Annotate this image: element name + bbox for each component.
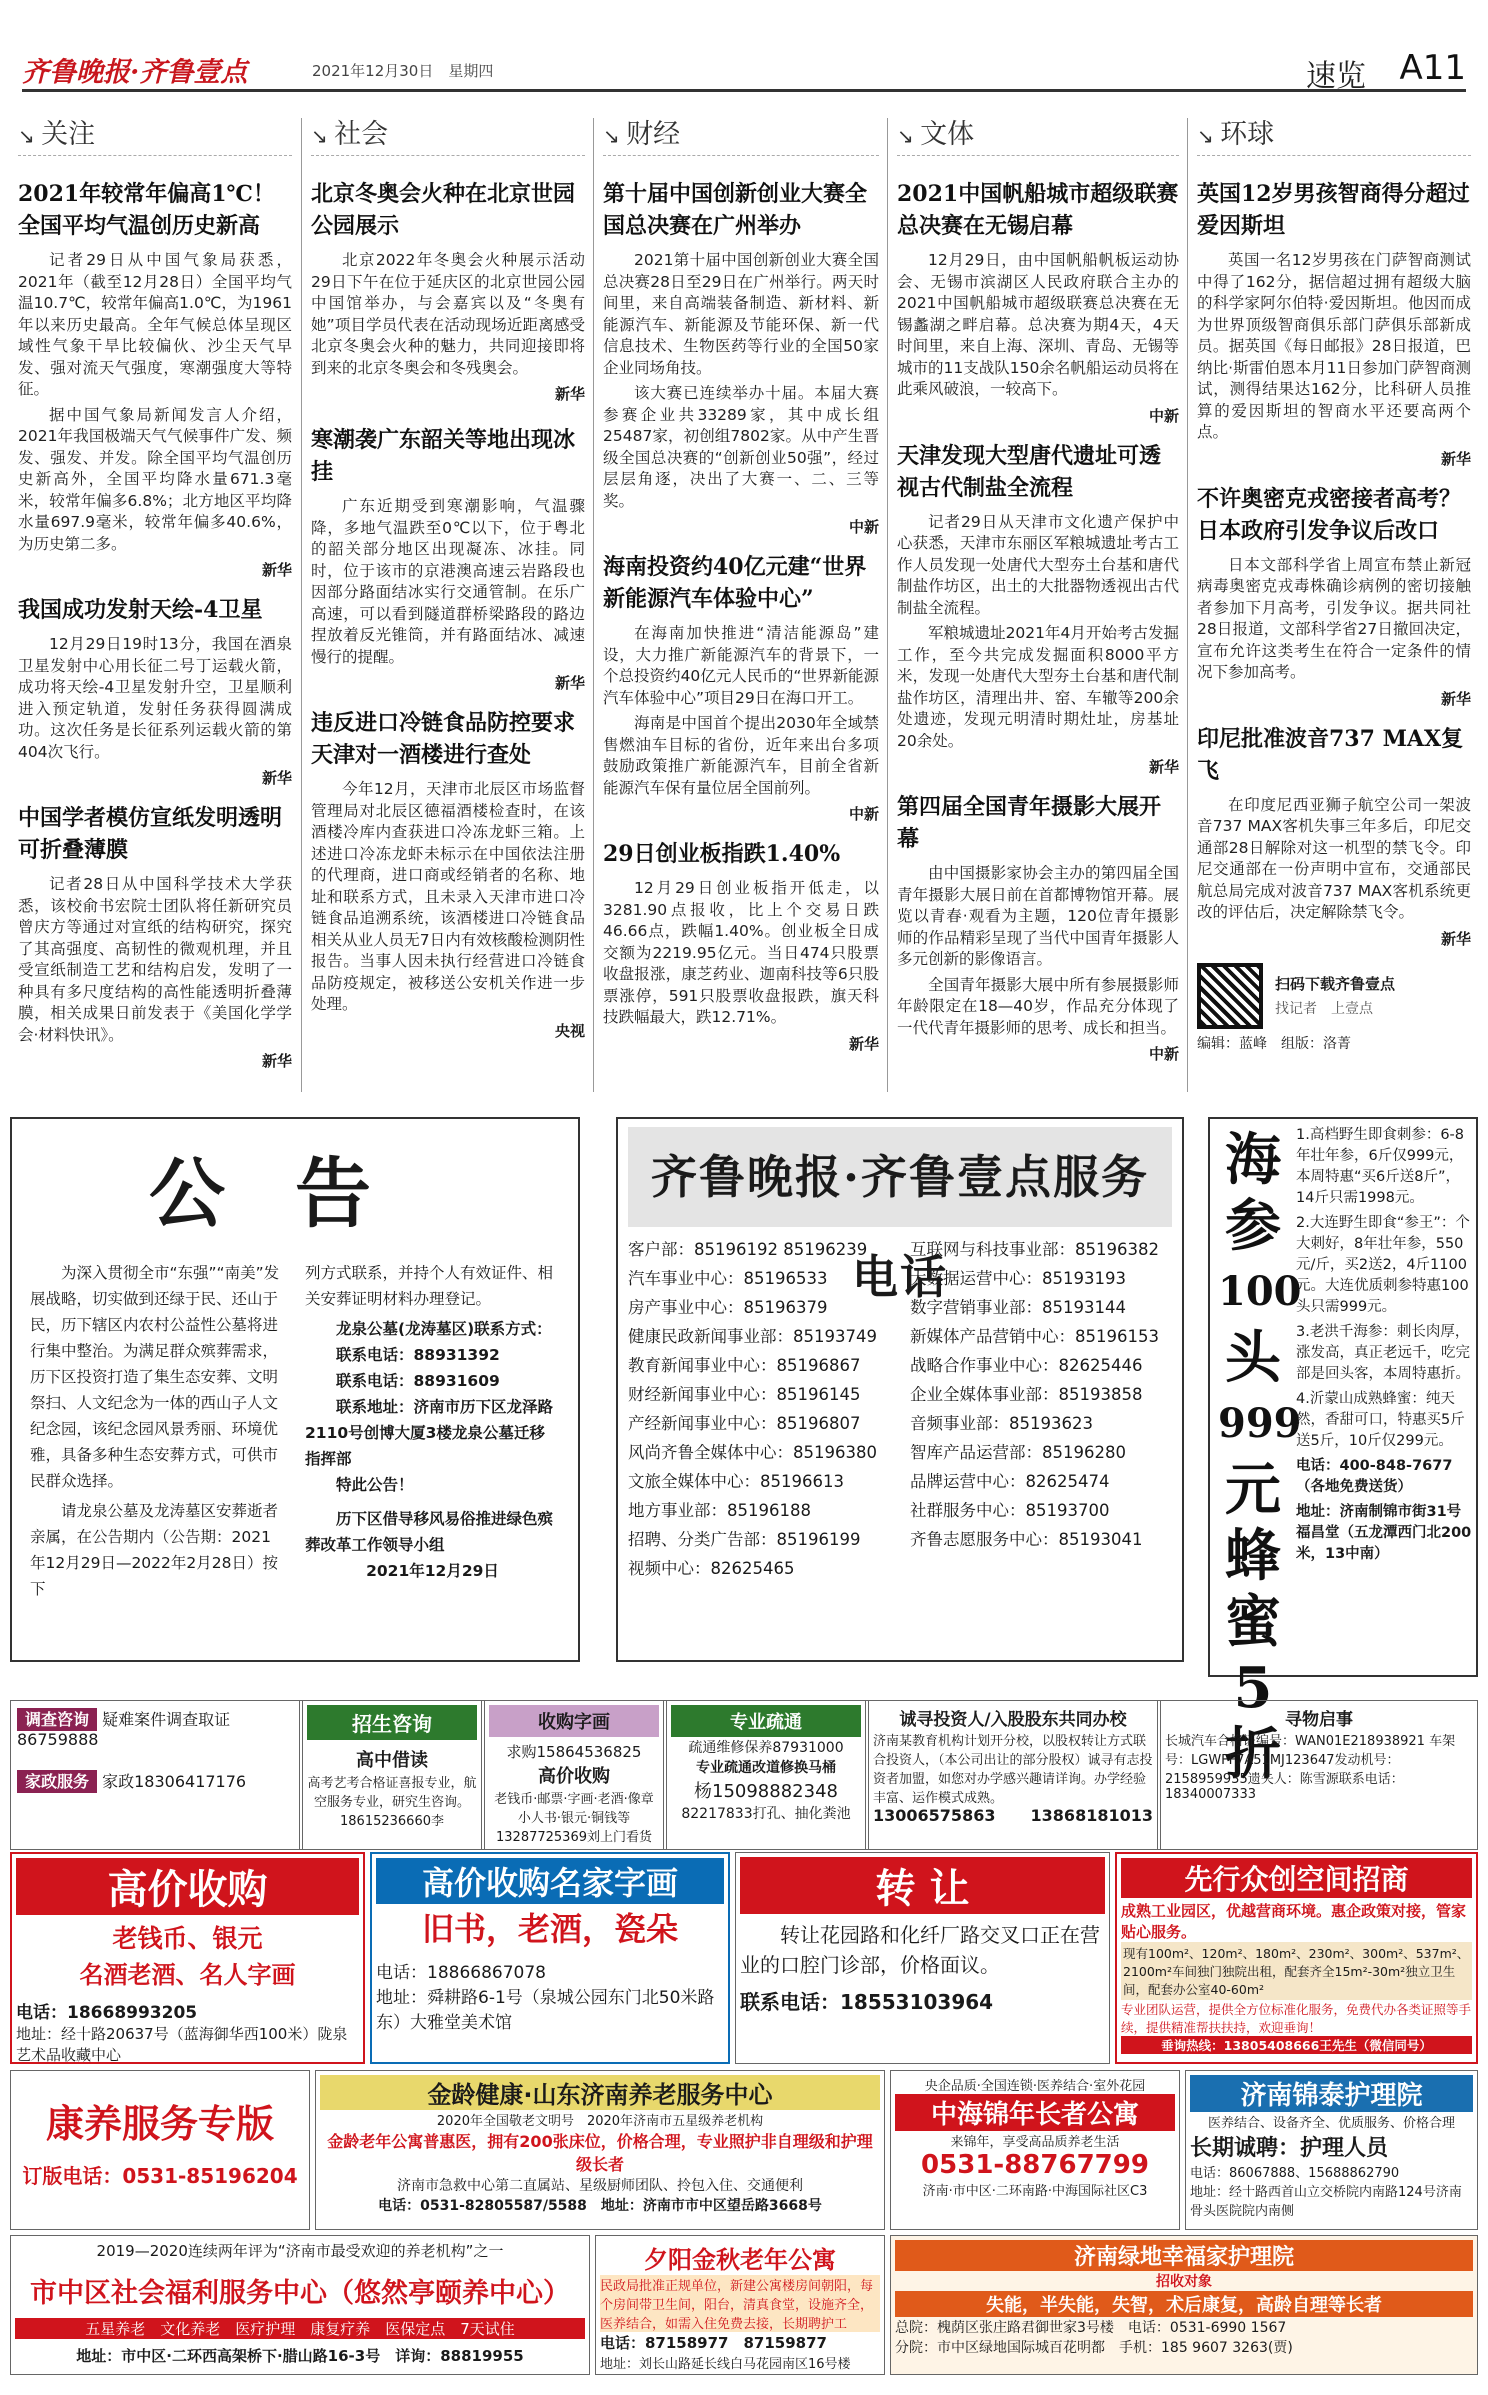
paragraph: 英国一名12岁男孩在门萨智商测试中得了162分，据信超过拥有超级大脑的科学家阿尔伯特·爱因斯坦。他因而成为世界顶级智商俱乐部门萨俱乐部新成员。据英国《每日邮报》28日报道，巴纳比·斯雷伯恩本月11日参加门萨智商测试，测得结果达162分，比科研人员推算的爱因斯坦的智商水平还要高两个点。	[1197, 251, 1471, 441]
section-name: 速览	[1306, 59, 1366, 94]
service-phone-item: 品牌运营中心：82625474	[910, 1472, 1110, 1491]
ad-subtitle: 老钱币、银元	[112, 1924, 263, 1953]
service-phone-item: 地方事业部：85196188	[628, 1501, 811, 1520]
ad-tag: 收购字画	[489, 1705, 659, 1737]
source: 新华	[261, 561, 292, 579]
paragraph: 海南是中国首个提出2030年全域禁售燃油车目标的省份，近年来出台多项鼓励政策推广新能源汽车，目前全省新能源汽车保有量位居全国前列。	[603, 714, 879, 797]
ad-text: 民政局批准正规单位，新建公寓楼房间朝阳，每个房间带卫生间，阳台，清真食堂，设施齐全，医养结合，如需入住免费去接，长期聘护工	[600, 2275, 880, 2332]
ad-address: 地址：经十路西首山立交桥院内南路124号济南骨头医院院内南侧	[1190, 2185, 1462, 2219]
service-phone-item: 招聘、分类广告部：85196199	[628, 1530, 861, 1549]
source: 新华	[1148, 758, 1179, 776]
ad-title: 高价收购	[16, 1858, 359, 1915]
source: 中新	[1148, 1045, 1179, 1063]
ad-lost-found	[1160, 1700, 1478, 1850]
service-title: 齐鲁晚报·齐鲁壹点服务电话	[628, 1127, 1172, 1227]
ad-text: 疏通维修保养87931000	[688, 1740, 844, 1756]
ad-phone: 电话：86067888、15688862790	[1190, 2166, 1400, 2181]
ad-text: 求购15864536825	[506, 1743, 642, 1761]
ad-headline-char: 蜜	[1225, 1589, 1281, 1655]
service-phone-item: 大数据运营中心：85193193	[910, 1269, 1126, 1288]
ad-item: 4.沂蒙山成熟蜂蜜：纯天然，香甜可口，特惠买5斤送5斤，10斤仅299元。	[1296, 1391, 1465, 1449]
paragraph: 在海南加快推进“清洁能源岛”建设，大力推广新能源汽车的背景下，一个总投资约40亿元人民币的“世界新能源汽车体验中心”项目29日在海口开工。	[603, 624, 879, 707]
ad-headline-char: 100	[1218, 1268, 1302, 1315]
service-phone-item: 风尚齐鲁全媒体中心：85196380	[628, 1443, 877, 1462]
ad-headline-char: 头	[1225, 1325, 1281, 1391]
headline[interactable]: 29日创业板指跌1.40%	[603, 841, 841, 867]
ad-address: 地址：刘长山路延长线白马花园南区16号楼	[600, 2357, 851, 2372]
ad-text: 老钱币·邮票·字画·老酒·像章小人书·银元·铜钱等13287725369刘上门看货	[494, 1792, 654, 1845]
ad-text: 济南某教育机构计划开分校，以股权转让方式联合投资人，（本公司出让的部分股权）诚寻有志投资者加盟，如您对办学感兴趣请详询。办学经验丰富、运作模式成熟。	[873, 1734, 1153, 1806]
notice-paragraph: 为深入贯彻全市“东强”“南美”发展战略，切实做到还绿于民、还山于民，历下辖区内农村公益性公墓将进行集中整治。为满足群众殡葬需求，历下区投资打造了集生态安葬、文明祭扫、人文纪念为一体的西山子人文纪念园，该纪念园风景秀丽、环境优雅，具备多种生态安葬方式，可供市民群众选择。	[30, 1264, 280, 1490]
ad-title: 济南绿地幸福家护理院	[895, 2240, 1473, 2271]
paragraph: 12月29日创业板指开低走，以3281.90点报收，比上个交易日跌46.66点，跌幅1.40%。创业板全日成交额为2219.95亿元。当日474只股票收盘报涨，康芝药业、迦南科技等6只股票涨停，591只股票收盘报跌，旗天科技跌幅最大，跌12.71%。	[603, 879, 879, 1026]
ad-text: 疑难案件调查取证86759888	[17, 1710, 231, 1749]
source: 新华	[848, 1034, 879, 1053]
ad-item: 2.大连野生即食“参王”：个大刺好，8年壮年参，550元/斤，买2送2，4斤1100元。大连优质刺参特惠100头只需999元。	[1296, 1215, 1470, 1315]
ad-title: 转 让	[740, 1857, 1105, 1914]
section-header: ↘ 环球	[1197, 116, 1471, 156]
ad-text: 82217833打孔、抽化粪池	[681, 1806, 851, 1822]
headline[interactable]: 违反进口冷链食品防控要求天津对一酒楼进行查处	[311, 710, 576, 768]
ad-calligraphy	[484, 1700, 664, 1850]
qr-label: 扫码下载齐鲁壹点	[1275, 975, 1396, 993]
ad-senior-apartment	[890, 2070, 1180, 2230]
ad-paintings	[370, 1852, 730, 2064]
ad-plumbing	[666, 1700, 866, 1850]
qr-sublabel: 找记者 上壹点	[1275, 1001, 1373, 1017]
service-phone-item: 齐鲁志愿服务中心：85193041	[910, 1530, 1143, 1549]
ad-item: 3.老洪千海参：刺长肉厚，涨发高，真正老远千，吃完部是回头客，本周特惠折。	[1296, 1324, 1470, 1382]
service-phone-item: 健康民政新闻事业部：85193749	[628, 1327, 877, 1346]
page-number: A11	[1399, 48, 1466, 88]
ad-phone: 订版电话：0531-85196204	[22, 2164, 298, 2188]
headline[interactable]: 印尼批准波音737 MAX复飞	[1197, 725, 1464, 784]
column-divider	[593, 118, 594, 1092]
ad-investigation	[10, 1700, 300, 1850]
service-phone-item: 智库产品运营部：85196280	[910, 1443, 1126, 1462]
newspaper-logo: 齐鲁晚报·齐鲁壹点	[22, 57, 248, 88]
column-divider	[301, 118, 302, 1092]
ad-text: 2019—2020连续两年评为“济南市最受欢迎的养老机构”之一	[96, 2242, 504, 2260]
issue-date: 2021年12月30日 星期四	[312, 62, 494, 80]
ad-enrollment	[302, 1700, 482, 1850]
headline[interactable]: 2021年较常年偏高1℃！全国平均气温创历史新高	[18, 181, 275, 239]
ad-phone: 13868181013	[1030, 1806, 1153, 1825]
ad-investor	[868, 1700, 1158, 1850]
ad-text: 专业团队运营，提供全方位标准化服务，免费代办各类证照等手续，提供精准帮扶扶持，欢迎垂询！	[1121, 2002, 1472, 2035]
ad-text: 转让花园路和化纤厂路交叉口正在营业的口腔门诊部，价格面议。	[740, 1923, 1100, 1977]
paragraph: 记者29日从中国气象局获悉，2021年（截至12月28日）全国平均气温10.7℃，较常年偏高1.0℃，为1961年以来历史最高。全年气候总体呈现区域性气象干旱比较偏伙、沙尘天气早发、强对流天气强度，寒潮强度大等特征。	[18, 251, 292, 398]
section-header: ↘ 社会	[311, 116, 585, 156]
ad-title: 夕阳金秋老年公寓	[644, 2246, 836, 2274]
qr-block	[1197, 963, 1471, 1029]
ad-title: 金龄健康·山东济南养老服务中心	[320, 2075, 880, 2110]
ad-item: 1.高档野生即食刺参：6-8年壮年参，6斤仅999元，本周特惠“买6斤送8斤”，14斤只需1998元。	[1296, 1127, 1465, 1206]
service-phone-item: 视频中心：82625465	[628, 1559, 795, 1578]
ad-text: 失能，半失能，失智，术后康复，高龄自理等长者	[895, 2291, 1473, 2317]
headline[interactable]: 第四届全国青年摄影大展开幕	[897, 794, 1162, 852]
service-phone-item: 社群服务中心：85193700	[910, 1501, 1110, 1520]
paragraph: 日本文部科学省上周宣布禁止新冠病毒奥密克戎毒株确诊病例的密切接触者参加下月高考，引发争议。据共同社28日报道，文部科学省27日撤回决定，宣布允许这类考生在符合一定条件的情况下参加高考。	[1197, 555, 1471, 681]
notice-closing: 特此公告！	[336, 1476, 414, 1494]
headline[interactable]: 中国学者模仿宣纸发明透明可折叠薄膜	[18, 805, 283, 863]
source: 新华	[1440, 689, 1471, 708]
ad-headline-char: 折	[1225, 1721, 1281, 1787]
service-phone-item: 教育新闻事业中心：85196867	[628, 1356, 861, 1375]
ad-health-section	[10, 2070, 310, 2230]
source: 新华	[1440, 449, 1471, 468]
service-phone-item: 房产事业中心：85196379	[628, 1298, 828, 1317]
ad-address: 分院：市中区绿地国际城百花明都 手机：185 9607 3263(贾)	[895, 2340, 1293, 2356]
ad-subtitle: 长期诚聘：护理人员	[1190, 2136, 1389, 2161]
source: 新华	[554, 385, 585, 403]
ad-text: 五星养老 文化养老 医疗护理 康复疗养 医保定点 7天试住	[15, 2318, 585, 2339]
ad-text: 家政18306417176	[102, 1772, 247, 1791]
paragraph: 北京2022年冬奥会火种展示活动29日下午在位于延庆区的北京世园公园中国馆举办，与会嘉宾以及“冬奥有她”项目学员代表在活动现场近距离感受北京冬奥会火种的魅力，共同迎接即将到来的北京冬奥会和冬残奥会。	[311, 251, 585, 377]
ad-transfer	[735, 1852, 1110, 2064]
ad-tag: 调查咨询	[17, 1708, 97, 1731]
notice-phone: 联系电话：88931392	[336, 1346, 500, 1364]
source: 中新	[1148, 406, 1179, 425]
source: 央视	[554, 1021, 585, 1040]
column-guanzhu	[10, 116, 300, 1096]
ad-title: 高价收购名家字画	[376, 1858, 724, 1904]
ad-nursing-home	[1185, 2070, 1478, 2230]
ad-phone: 电话：18668993205	[16, 2003, 198, 2023]
headline[interactable]: 海南投资约40亿元建“世界新能源汽车体验中心”	[603, 554, 867, 612]
ad-greenland-nursing	[890, 2235, 1478, 2375]
notice-address: 联系地址：济南市历下区龙泽路2110号创博大厦3楼龙泉公墓迁移指挥部	[305, 1398, 554, 1468]
headline[interactable]: 我国成功发射天绘-4卫星	[18, 597, 263, 623]
source: 新华	[554, 674, 585, 692]
ad-title: 先行众创空间招商	[1121, 1858, 1472, 1898]
paragraph: 在印度尼西亚狮子航空公司一架波音737 MAX客机失事三年多后，印尼交通部28日解除对这一机型的禁飞令。印尼交通部在一份声明中宣布，交通部民航总局完成对波音737 MAX客机系统更改的评估后，决定解除禁飞令。	[1197, 795, 1471, 921]
notice-phone: 联系电话：88931609	[336, 1372, 500, 1390]
ad-headline-char: 元	[1225, 1457, 1281, 1523]
ad-phone: 0531-88767799	[921, 2150, 1149, 2180]
headline[interactable]: 寒潮袭广东韶关等地出现冰挂	[311, 427, 576, 485]
ad-title: 高中借读	[356, 1750, 428, 1771]
notice-paragraph: 列方式联系，并持个人有效证件、相关安葬证明材料办理登记。	[305, 1264, 554, 1308]
paragraph: 12月29日19时13分，我国在酒泉卫星发射中心用长征二号丁运载火箭，成功将天绘-4卫星发射升空，卫星顺利进入预定轨道，发射任务获得圆满成功。这次任务是长征系列运载火箭的第404次飞行。	[18, 635, 292, 761]
ad-phone: 13006575863	[873, 1806, 996, 1825]
source: 中新	[848, 518, 879, 536]
headline[interactable]: 第十届中国创新创业大赛全国总决赛在广州举办	[603, 181, 868, 239]
service-phone-item: 文旅全媒体中心：85196613	[628, 1472, 844, 1491]
notice-title: 公告	[149, 1149, 441, 1238]
paragraph: 今年12月，天津市北辰区市场监督管理局对北辰区德福酒楼检查时，在该酒楼冷库内查获进口冷冻龙虾三箱。上述进口冷冻龙虾未标示在中国依法注册的代理商，进口商或经销者的名称、地址和联系方式，且未录入天津市进口冷链食品追溯系统，该酒楼进口冷链食品相关从业人员无7日内有效核酸检测阴性报告。当事人因未执行经营进口冷链食品防疫规定，被移送公安机关作进一步处理。	[311, 780, 585, 1013]
headline[interactable]: 英国12岁男孩智商得分超过爱因斯坦	[1197, 181, 1470, 239]
column-divider	[887, 118, 888, 1092]
section-header: ↘ 文体	[897, 116, 1179, 156]
ad-elderly-center	[315, 2070, 885, 2230]
ad-tag: 专业疏通	[671, 1705, 861, 1737]
service-phone-item: 音频事业部：85193623	[910, 1414, 1093, 1433]
ad-text: 高考艺考合格证喜报专业，航空服务专业，研究生咨询。18615236660李	[307, 1776, 477, 1829]
ad-title: 诚寻投资人/入股股东共同办校	[899, 1710, 1127, 1730]
column-huanqiu	[1189, 116, 1479, 1096]
service-phone-item: 客户部：85196192 85196239	[628, 1240, 868, 1259]
ad-phone: 电话：18866867078	[376, 1963, 546, 1983]
ad-tag: 招生咨询	[307, 1705, 477, 1740]
ad-headline-char: 参	[1225, 1193, 1281, 1259]
ad-text: 央企品质·全国连锁·医养结合·室外花园	[924, 2079, 1146, 2094]
column-wenti	[889, 116, 1187, 1096]
service-phone-item: 财经新闻事业中心：85196145	[628, 1385, 861, 1404]
ad-text: 医养结合、设备齐全、优质服务、价格合理	[1207, 2116, 1455, 2131]
ad-address: 地址：市中区·二环西高架桥下·腊山路16-3号 详询：88819955	[76, 2347, 524, 2365]
source: 新华	[261, 1052, 292, 1070]
ad-phone: 垂询热线：13805408666王先生（微信同号）	[1121, 2036, 1472, 2054]
paragraph: 记者28日从中国科学技术大学获悉，该校俞书宏院士团队将任新研究员曾庆方等通过对宣纸的结构研究，探究了其高强度、高韧性的微观机理，并且受宣纸制造工艺和结构启发，发明了一种具有多尺度结构的高性能透明折叠薄膜，相关成果日前发表于《美国化学学会·材料快讯》。	[18, 875, 292, 1044]
ad-phone: 电话：87158977 87159877	[600, 2334, 827, 2352]
ad-text: 2020年全国敬老文明号 2020年济南市五星级养老机构	[436, 2114, 764, 2129]
service-phone-item: 互联网与科技事业部：85196382	[910, 1240, 1159, 1259]
source: 中新	[848, 805, 879, 823]
ad-headline-char: 5	[1233, 1655, 1273, 1721]
paragraph: 全国青年摄影大展中所有参展摄影师年龄限定在18—40岁，作品充分体现了一代代青年摄影师的思考、成长和担当。	[897, 975, 1179, 1037]
ad-address: 济南·市中区·二环南路·中海国际社区C3	[922, 2184, 1148, 2199]
paragraph: 记者29日从天津市文化遗产保护中心获悉，天津市东丽区军粮城遗址考古工作人员发现一处唐代大型夯土台基和唐代制盐作坊区，出土的大批器物透视出古代制盐全流程。	[897, 512, 1179, 617]
column-divider	[1187, 118, 1188, 1092]
public-notice	[10, 1117, 580, 1662]
paragraph: 由中国摄影家协会主办的第四届全国青年摄影大展日前在首都博物馆开幕。展览以青春·观看为主题，120位青年摄影师的作品精彩呈现了当代中国青年摄影人多元创新的影像语言。	[897, 864, 1179, 968]
service-phone-item: 战略合作事业中心：82625446	[910, 1356, 1143, 1375]
notice-contact-title: 龙泉公墓(龙涛墓区)联系方式：	[336, 1320, 552, 1338]
ad-title: 寻物启事	[1285, 1710, 1353, 1730]
ad-title: 中海锦年长者公寓	[895, 2094, 1175, 2131]
ad-tag: 家政服务	[17, 1770, 97, 1793]
ad-phone: 联系电话：18553103964	[740, 1990, 994, 2014]
ad-welfare-center	[10, 2235, 590, 2375]
ad-subtitle: 名酒老酒、名人字画	[79, 1961, 296, 1989]
ad-title: 高价收购	[538, 1766, 610, 1787]
ad-item: 地址：济南制锦市街31号福昌堂（五龙潭西门北200米，13中南）	[1296, 1504, 1472, 1562]
ad-title: 济南锦泰护理院	[1190, 2075, 1473, 2112]
masthead	[22, 48, 1466, 92]
service-phone-item: 新媒体产品营销中心：85196153	[910, 1327, 1159, 1346]
qr-code[interactable]	[1197, 963, 1263, 1029]
paragraph: 该大赛已连续举办十届。本届大赛参赛企业共33289家，其中成长组25487家，初创组7802家。从中产生晋级全国总决赛的“创新创业50强”，经过层层角逐，决出了大赛一、二、三等奖。	[603, 384, 879, 510]
service-phones	[616, 1117, 1184, 1662]
column-shehui	[303, 116, 593, 1096]
paragraph: 广东近期受到寒潮影响，气温骤降，多地气温跌至0℃以下，位于粤北的韶关部分地区出现凝冻、冰挂。同时，位于该市的京港澳高速云岩路段也因部分路面结冰实行交通管制。在乐广高速，可以看到隧道群桥梁路段的路边捏放着反光锥筒，并有路面结冰、减速慢行的提醒。	[311, 497, 585, 666]
ad-subtitle: 成熟工业园区，优越营商环境。惠企政策对接，管家贴心服务。	[1121, 1902, 1467, 1941]
ad-item: 电话：400-848-7677（各地免费送货）	[1296, 1458, 1453, 1495]
notice-signature: 历下区借导移风易俗推进绿色殡葬改革工作领导小组	[305, 1510, 554, 1554]
service-phone-item: 汽车事业中心：85196533	[628, 1269, 828, 1288]
headline[interactable]: 北京冬奥会火种在北京世园公园展示	[311, 181, 576, 239]
section-header: ↘ 财经	[603, 116, 879, 156]
ad-headline-char: 999	[1218, 1400, 1302, 1447]
source: 新华	[261, 769, 292, 787]
source: 新华	[1440, 929, 1471, 948]
ad-coins	[10, 1852, 365, 2064]
service-phone-item	[910, 1556, 1172, 1582]
ad-text: 现有100m²、120m²、180m²、230m²、300m²、537m²、2100m²车间独门独院出租，配套齐全15m²-30m²独立卫生间，配套办公室40-60m²	[1121, 1942, 1472, 2000]
paragraph: 军粮城遗址2021年4月开始考古发掘工作，至今共完成发掘面积8000平方米，发现一处唐代大型夯土台基和唐代制盐作坊区，清理出井、窑、车辙等200余处遗迹，发现元明清时期灶址，房基址20余处。	[897, 624, 1179, 750]
ad-title: 康养服务专版	[45, 2102, 274, 2146]
ad-subtitle: 招收对象	[1156, 2274, 1212, 2290]
column-caijing	[595, 116, 887, 1096]
headline[interactable]: 2021中国帆船城市超级联赛总决赛在无锡启幕	[897, 181, 1179, 239]
ad-text	[1296, 1125, 1474, 1569]
ad-title: 专业疏通改道修换马桶	[696, 1760, 836, 1776]
ad-text: 来锦年，享受高品质养老生活	[950, 2135, 1120, 2150]
ad-address: 地址：经十路20637号（蓝海御华西100米）陇泉艺术品收藏中心	[16, 2025, 348, 2064]
paragraph: 2021第十届中国创新创业大赛全国总决赛28日至29日在广州举行。两天时间里，来自高端装备制造、新材料、新能源汽车、新能源及节能环保、新一代信息技术、生物医药等行业的全国50家企业同场角技。	[603, 251, 879, 377]
notice-date: 2021年12月29日	[366, 1562, 499, 1580]
paragraph: 据中国气象局新闻发言人介绍，2021年我国极端天气气候事件广发、频发、强发、并发。除全国平均气温创历史新高外，全国平均降水量671.3毫米，较常年偏多6.8%；北方地区平均降水量697.9毫米，较常年偏多40.6%，为历史第二多。	[18, 405, 292, 553]
headline[interactable]: 天津发现大型唐代遗址可透视古代制盐全流程	[897, 442, 1162, 501]
ad-subtitle: 旧书，老酒，瓷朵	[421, 1910, 678, 1948]
ad-headline-char: 海	[1225, 1127, 1281, 1193]
service-phone-item: 产经新闻事业中心：85196807	[628, 1414, 861, 1433]
service-phone-item: 企业全媒体事业部：85193858	[910, 1385, 1143, 1404]
service-phone-item: 数字营销事业部：85193144	[910, 1298, 1126, 1317]
ad-subtitle: 金龄老年公寓普惠医，拥有200张床位，价格合理，专业照护非自理级和护理级长者	[327, 2132, 873, 2174]
classified-ads	[10, 1700, 1478, 2380]
notice-paragraph: 请龙泉公墓及龙涛墓区安葬逝者亲属，在公告期内（公告期：2021年12月29日—2022年2月28日）按下	[30, 1502, 279, 1598]
ad-address: 总院：槐荫区张庄路君御世家3号楼 电话：0531-6990 1567	[895, 2320, 1287, 2336]
paragraph: 12月29日，由中国帆船帆板运动协会、无锡市滨湖区人民政府联合主办的2021中国帆船城市超级联赛总决赛在无锡蠡湖之畔启幕。总决赛为期4天，4天时间里，来自上海、深圳、青岛、无锡等城市的11支战队150余名帆船运动员将在此乘风破浪，一较高下。	[897, 251, 1179, 398]
ad-headline-char: 蜂	[1225, 1523, 1281, 1589]
ad-phone: 杨15098882348	[694, 1781, 838, 1802]
ad-sunset-apartment	[595, 2235, 885, 2375]
ad-coworking	[1115, 1852, 1478, 2064]
ad-address: 地址：舜耕路6-1号（泉城公园东门北50米路东）大雅堂美术馆	[376, 1988, 715, 2033]
ad-headline	[1218, 1127, 1302, 1787]
ad-phone: 电话：0531-82805587/5588 地址：济南市市中区望岳路3668号	[378, 2198, 822, 2214]
ad-title: 市中区社会福利服务中心（悠然亭颐养中心）	[30, 2278, 570, 2309]
headline[interactable]: 不许奥密克戎密接者高考？日本政府引发争议后改口	[1197, 485, 1462, 544]
section-header: ↘ 关注	[18, 116, 292, 156]
editor-credit: 编辑：蓝峰 组版：洛菁	[1197, 1035, 1351, 1052]
ad-text: 济南市急救中心第二直属站、星级厨师团队、拎包入住、交通便利	[397, 2178, 803, 2194]
ad-text: 长城汽车合格证编号：WAN01E218938921 车架号：LGWFF7A51MJ123647发动机号：2158959935遗失人：陈雪源联系电话：18340007333	[1165, 1734, 1456, 1802]
